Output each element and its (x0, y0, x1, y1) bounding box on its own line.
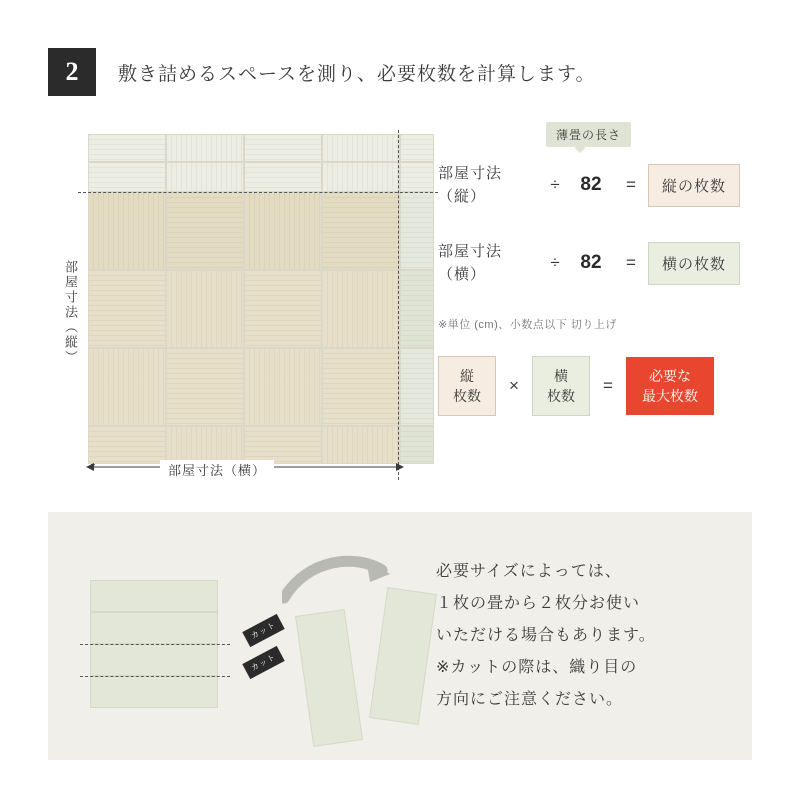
formula-label-line1: 部屋寸法 (438, 165, 503, 182)
mat-tile (166, 426, 244, 464)
mat-tile (166, 270, 244, 348)
panel-mat-strip (90, 676, 218, 708)
formula-label-line2: （縦） (438, 188, 487, 205)
mat-tile-overflow (400, 426, 434, 464)
equals-symbol: = (626, 175, 636, 194)
horizontal-measure-label: 部屋寸法（横） (160, 460, 274, 479)
guide-line-vertical (398, 130, 399, 480)
mat-tile (166, 162, 244, 192)
step-number-badge: 2 (48, 48, 96, 96)
panel-mat-strip (90, 612, 218, 644)
mat-tile (322, 134, 400, 162)
mat-tile (88, 348, 166, 426)
mat-tile (322, 426, 400, 464)
divisor-value: 82 (580, 252, 602, 273)
mat-tile (88, 162, 166, 192)
formula-label-horizontal (438, 240, 542, 286)
mat-tile (88, 192, 166, 270)
guide-line-horizontal (78, 192, 438, 193)
panel-mat-strip (90, 580, 218, 612)
cut-line-2 (80, 676, 230, 677)
panel-text-line-3: いただける場合もあります。 (436, 627, 656, 644)
mat-tile (322, 348, 400, 426)
mat-tile-overflow (400, 270, 434, 348)
cut-info-panel (48, 512, 752, 760)
result-vertical-count: 縦の枚数 (648, 164, 740, 207)
formula-row-product (438, 356, 714, 416)
formula-label-vertical (438, 162, 542, 208)
equals-symbol: = (603, 376, 613, 395)
mat-tile (244, 192, 322, 270)
product-vertical-line1: 縦 (460, 368, 474, 384)
vertical-measure-label: 部屋寸法（縦） (63, 259, 78, 365)
mat-length-tag: 薄畳の長さ (546, 122, 631, 147)
result-horizontal-count: 横の枚数 (648, 242, 740, 285)
mat-tile (244, 162, 322, 192)
divisor-value: 82 (580, 174, 602, 195)
mat-tile (322, 192, 400, 270)
product-vertical-cell (438, 356, 496, 416)
mat-tile (88, 270, 166, 348)
panel-description (436, 556, 736, 716)
formula-row-vertical (438, 162, 740, 208)
mat-tile (88, 134, 166, 162)
formula-row-horizontal (438, 240, 740, 286)
formula-label-line2: （横） (438, 266, 487, 283)
mat-tile (322, 270, 400, 348)
calculation-diagram (48, 120, 752, 500)
mat-tile (244, 348, 322, 426)
multiply-symbol: × (509, 376, 519, 395)
panel-text-line-2: １枚の畳から２枚分お使い (436, 595, 641, 612)
mat-tile (166, 134, 244, 162)
room-mat-layout (88, 134, 398, 464)
divide-symbol: ÷ (550, 253, 560, 272)
cut-result-strip-1 (295, 609, 363, 747)
panel-mat-strip (90, 644, 218, 676)
product-vertical-line2: 枚数 (453, 388, 481, 404)
product-horizontal-cell (532, 356, 590, 416)
panel-text-line-1: 必要サイズによっては、 (436, 563, 622, 580)
mat-tile (88, 426, 166, 464)
page-title: 敷き詰めるスペースを測り、必要枚数を計算します。 (118, 63, 596, 85)
mat-tile (244, 426, 322, 464)
mat-tile-overflow (400, 348, 434, 426)
cut-badge-1: カット (242, 614, 284, 647)
mat-tile (166, 192, 244, 270)
divide-symbol: ÷ (550, 175, 560, 194)
mat-tile (322, 162, 400, 192)
product-result-line2: 最大枚数 (642, 388, 698, 404)
panel-text-line-4: ※カットの際は、織り目の (436, 659, 638, 676)
mat-tile (244, 134, 322, 162)
product-horizontal-line2: 枚数 (547, 388, 575, 404)
cut-line-1 (80, 644, 230, 645)
step-header (48, 48, 596, 96)
mat-tile-overflow (400, 162, 434, 192)
cut-badge-2: カット (242, 646, 284, 679)
mat-tile-overflow (400, 192, 434, 270)
product-horizontal-line1: 横 (554, 368, 568, 384)
product-result-cell (626, 357, 714, 415)
mat-tile (166, 348, 244, 426)
equals-symbol: = (626, 253, 636, 272)
product-result-line1: 必要な (649, 368, 691, 384)
formula-label-line1: 部屋寸法 (438, 243, 503, 260)
mat-tile-overflow (400, 134, 434, 162)
transform-arrow-icon (282, 554, 392, 614)
unit-note: ※単位 (cm)、小数点以下 切り上げ (438, 319, 617, 331)
mat-tile (244, 270, 322, 348)
panel-text-line-5: 方向にご注意ください。 (436, 691, 624, 708)
